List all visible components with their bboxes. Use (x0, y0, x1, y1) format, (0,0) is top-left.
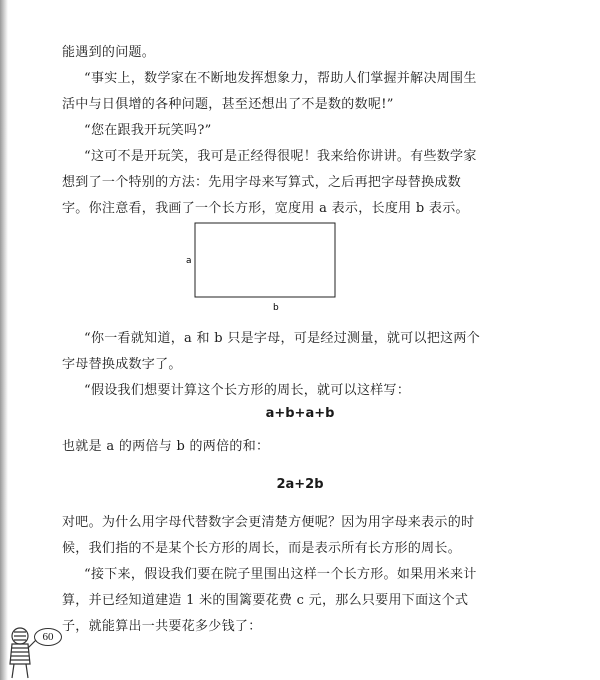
page-number: 60 (34, 628, 62, 646)
rectangle-figure (180, 215, 350, 315)
paragraph-perimeter: “假设我们想要计算这个长方形的周长，就可以这样写： (84, 383, 411, 398)
label-a: a (186, 256, 192, 266)
paragraph-double-sum: 也就是 a 的两倍与 b 的两倍的和： (62, 439, 270, 454)
page-binding-shadow (0, 0, 8, 680)
formula-perimeter-simplified: 2a+2b (276, 477, 324, 492)
paragraph-why-letters: 对吧。为什么用字母代替数字会更清楚方便呢？因为用字母来表示的时候，我们指的不是某个长方形的周长，而是表示所有长方形的周长。 (62, 515, 475, 556)
paragraph-joking-question: “您在跟我开玩笑吗?” (84, 123, 212, 138)
paragraph-continuation: 能遇到的问题。 (62, 45, 156, 60)
paragraph-letters-to-numbers: “你一看就知道，a 和 b 只是字母，可是经过测量，就可以把这两个字母替换成数字了。 (62, 331, 481, 372)
rectangle-shape (195, 223, 335, 297)
formula-perimeter-sum: a+b+a+b (265, 406, 335, 421)
paragraph-mathematicians: “事实上，数学家在不断地发挥想象力，帮助人们掌握并解决周围生活中与日俱增的各种问题，甚至还想出了不是数的数呢!” (62, 71, 477, 112)
paragraph-explanation: “这可不是开玩笑，我可是正经得很呢！我来给你讲讲。有些数学家想到了一个特别的方法：先用字母来写算式，之后再把字母替换成数字。你注意看，我画了一个长方形，宽度用 a 表示，长度用 b 表示。 (62, 149, 477, 216)
label-b: b (273, 303, 279, 313)
paragraph-fence-cost: “接下来，假设我们要在院子里围出这样一个长方形。如果用米来计算，并已经知道建造 1 米的围篱要花费 c 元，那么只要用下面这个式子，就能算出一共要花多少钱了： (62, 567, 477, 634)
